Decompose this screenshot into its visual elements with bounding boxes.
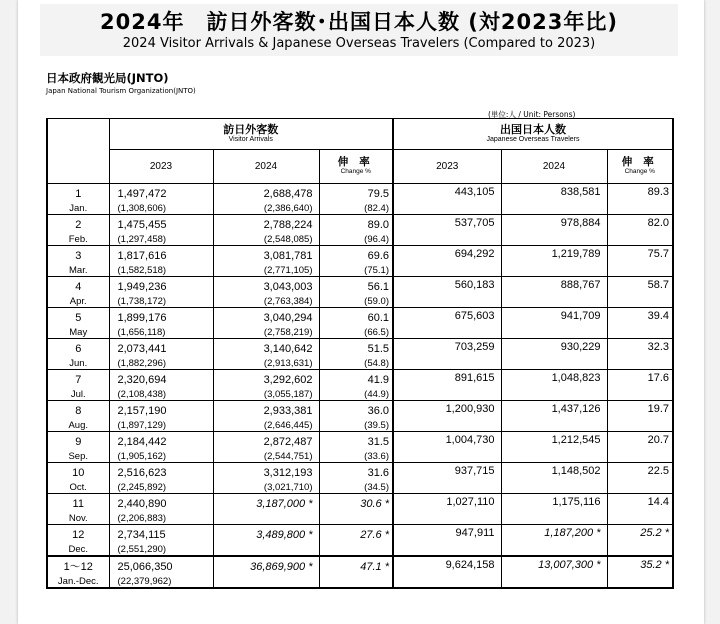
month-cell: 5 [47, 308, 109, 326]
month-en-cell: Jan.-Dec. [47, 574, 109, 588]
travelers-2024-cell: 978,884 [501, 215, 607, 246]
visitors-2024-prev-cell: (2,646,445) [213, 418, 319, 432]
visitors-2023-header: 2023 [109, 150, 213, 184]
visitors-rate-cell: 69.6 [319, 246, 393, 264]
visitors-2023-prev-cell: (2,108,438) [109, 387, 213, 401]
travelers-2024-cell: 1,187,200 * [501, 525, 607, 557]
travelers-2023-cell: 947,911 [393, 525, 501, 557]
travelers-2024-cell: 1,219,789 [501, 246, 607, 277]
travelers-2023-cell: 1,004,730 [393, 432, 501, 463]
visitors-2024-cell: 3,292,602 [213, 370, 319, 388]
visitors-2023-prev-cell: (1,905,162) [109, 449, 213, 463]
visitors-2024-prev-cell: (2,544,751) [213, 449, 319, 463]
visitors-2024-cell: 3,489,800 * [213, 525, 319, 543]
month-cell: 11 [47, 494, 109, 512]
visitors-rate-prev-cell: (82.4) [319, 201, 393, 215]
month-cell: 4 [47, 277, 109, 295]
month-cell: 10 [47, 463, 109, 481]
visitors-rate-prev-cell: (44.9) [319, 387, 393, 401]
travelers-header-en: Japanese Overseas Travelers [486, 136, 580, 143]
table-row [47, 215, 673, 233]
visitors-2024-header: 2024 [213, 150, 319, 184]
travelers-2024-cell: 1,437,126 [501, 401, 607, 432]
month-en-cell: Oct. [47, 480, 109, 494]
month-cell: 2 [47, 215, 109, 233]
visitors-2023-prev-cell: (22,379,962) [109, 574, 213, 588]
travelers-2024-cell: 1,048,823 [501, 370, 607, 401]
travelers-rate-cell: 32.3 [607, 339, 673, 370]
visitors-2023-prev-cell: (1,582,518) [109, 263, 213, 277]
travelers-rate-cell: 75.7 [607, 246, 673, 277]
travelers-group-header [393, 119, 673, 150]
page-subtitle: 2024 Visitor Arrivals & Japanese Overseas Travelers (Compared to 2023) [122, 36, 596, 51]
visitors-2023-prev-cell: (2,206,883) [109, 511, 213, 525]
visitors-rate-prev-cell [319, 574, 393, 588]
travelers-2023-cell: 560,183 [393, 277, 501, 308]
visitors-2023-cell: 2,516,623 [109, 463, 213, 481]
visitors-2024-prev-cell [213, 542, 319, 556]
table-row [47, 401, 673, 419]
table-row [47, 277, 673, 295]
month-en-cell: Aug. [47, 418, 109, 432]
visitors-2023-prev-cell: (1,897,129) [109, 418, 213, 432]
visitors-rate-cell: 31.6 [319, 463, 393, 481]
visitors-2024-prev-cell [213, 511, 319, 525]
table-row [47, 339, 673, 357]
travelers-2024-cell: 930,229 [501, 339, 607, 370]
visitors-2024-cell: 3,040,294 [213, 308, 319, 326]
unit-label: (単位:人 / Unit: Persons) [488, 110, 576, 119]
visitors-rate-prev-cell: (39.5) [319, 418, 393, 432]
visitors-2023-cell: 1,949,236 [109, 277, 213, 295]
travelers-rate-header [607, 150, 673, 184]
travelers-rate-cell: 19.7 [607, 401, 673, 432]
visitors-2023-prev-cell: (1,882,296) [109, 356, 213, 370]
table-row [47, 525, 673, 543]
visitors-2023-cell: 1,475,455 [109, 215, 213, 233]
month-en-cell: Dec. [47, 542, 109, 556]
month-cell: 8 [47, 401, 109, 419]
travelers-2023-cell: 891,615 [393, 370, 501, 401]
travelers-2023-cell: 937,715 [393, 463, 501, 494]
visitors-rate-cell: 79.5 [319, 184, 393, 202]
table-row [47, 463, 673, 481]
visitors-2024-prev-cell: (2,913,631) [213, 356, 319, 370]
visitors-2023-prev-cell: (1,297,458) [109, 232, 213, 246]
visitors-rate-prev-cell: (75.1) [319, 263, 393, 277]
table-row [47, 556, 673, 574]
travelers-2023-cell: 1,027,110 [393, 494, 501, 525]
document-page [18, 0, 704, 624]
table-row [47, 370, 673, 388]
travelers-rate-cell: 89.3 [607, 184, 673, 215]
travelers-rate-cell: 35.2 * [607, 556, 673, 588]
travelers-2024-header: 2024 [501, 150, 607, 184]
visitors-2024-prev-cell: (3,021,710) [213, 480, 319, 494]
page-title: 2024年 訪日外客数･出国日本人数 (対2023年比) [100, 10, 618, 34]
visitors-header-ja: 訪日外客数 [223, 124, 279, 136]
visitors-2023-cell: 2,073,441 [109, 339, 213, 357]
month-en-cell: Mar. [47, 263, 109, 277]
travelers-2023-header: 2023 [393, 150, 501, 184]
travelers-2024-cell: 13,007,300 * [501, 556, 607, 588]
table-row [47, 308, 673, 326]
visitors-2024-cell: 2,788,224 [213, 215, 319, 233]
visitors-2024-cell: 3,081,781 [213, 246, 319, 264]
month-en-cell: Apr. [47, 294, 109, 308]
corner-cell [47, 119, 109, 184]
visitors-2023-prev-cell: (1,656,118) [109, 325, 213, 339]
month-cell: 6 [47, 339, 109, 357]
travelers-2024-cell: 1,148,502 [501, 463, 607, 494]
visitors-rate-header [319, 150, 393, 184]
visitors-2023-cell: 1,899,176 [109, 308, 213, 326]
month-cell: 12 [47, 525, 109, 543]
travelers-2023-cell: 443,105 [393, 184, 501, 215]
visitors-2023-cell: 25,066,350 [109, 556, 213, 574]
visitors-2024-prev-cell: (2,763,384) [213, 294, 319, 308]
visitors-2024-cell: 2,872,487 [213, 432, 319, 450]
visitors-2023-cell: 2,734,115 [109, 525, 213, 543]
travelers-2023-cell: 675,603 [393, 308, 501, 339]
travelers-2023-cell: 694,292 [393, 246, 501, 277]
visitors-2023-prev-cell: (2,245,892) [109, 480, 213, 494]
travelers-rate-cell: 22.5 [607, 463, 673, 494]
visitors-2024-cell: 36,869,900 * [213, 556, 319, 574]
month-cell: 9 [47, 432, 109, 450]
table-row [47, 494, 673, 512]
month-en-cell: Feb. [47, 232, 109, 246]
travelers-2024-cell: 1,212,545 [501, 432, 607, 463]
table-row [47, 432, 673, 450]
month-cell: 1 [47, 184, 109, 202]
organization-name-en: Japan National Tourism Organization(JNTO) [46, 87, 196, 95]
visitors-2024-prev-cell: (2,771,105) [213, 263, 319, 277]
travelers-2024-cell: 888,767 [501, 277, 607, 308]
visitors-2024-cell: 3,043,003 [213, 277, 319, 295]
rate-header-ja: 伸 率 [337, 155, 374, 168]
month-en-cell: Jun. [47, 356, 109, 370]
month-en-cell: Jul. [47, 387, 109, 401]
visitors-rate-cell: 47.1 * [319, 556, 393, 574]
visitors-rate-cell: 41.9 [319, 370, 393, 388]
visitors-rate-prev-cell: (34.5) [319, 480, 393, 494]
visitors-rate-prev-cell: (96.4) [319, 232, 393, 246]
travelers-header-ja: 出国日本人数 [500, 124, 566, 136]
travelers-rate-cell: 58.7 [607, 277, 673, 308]
statistics-table [46, 118, 674, 589]
travelers-rate-cell: 82.0 [607, 215, 673, 246]
travelers-2024-cell: 1,175,116 [501, 494, 607, 525]
visitors-rate-prev-cell: (59.0) [319, 294, 393, 308]
travelers-2023-cell: 9,624,158 [393, 556, 501, 588]
travelers-rate-cell: 20.7 [607, 432, 673, 463]
visitors-rate-cell: 36.0 [319, 401, 393, 419]
visitors-2023-cell: 1,817,616 [109, 246, 213, 264]
visitors-rate-cell: 30.6 * [319, 494, 393, 512]
rate-header-en: Change % [624, 167, 655, 175]
visitors-rate-cell: 56.1 [319, 277, 393, 295]
visitors-rate-prev-cell [319, 511, 393, 525]
travelers-2024-cell: 941,709 [501, 308, 607, 339]
rate-header-en: Change % [340, 167, 371, 175]
travelers-2023-cell: 703,259 [393, 339, 501, 370]
visitors-2024-prev-cell: (3,055,187) [213, 387, 319, 401]
month-en-cell: May [47, 325, 109, 339]
visitors-2024-cell: 2,688,478 [213, 184, 319, 202]
visitors-rate-cell: 60.1 [319, 308, 393, 326]
rate-header-ja: 伸 率 [621, 155, 658, 168]
visitors-2024-prev-cell: (2,548,085) [213, 232, 319, 246]
visitors-2024-prev-cell [213, 574, 319, 588]
travelers-rate-cell: 25.2 * [607, 525, 673, 557]
travelers-2023-cell: 537,705 [393, 215, 501, 246]
visitors-2023-prev-cell: (1,308,606) [109, 201, 213, 215]
table-row [47, 184, 673, 202]
visitors-2024-cell: 2,933,381 [213, 401, 319, 419]
visitors-2023-cell: 2,184,442 [109, 432, 213, 450]
month-cell: 1～12 [47, 556, 109, 574]
travelers-2024-cell: 838,581 [501, 184, 607, 215]
visitors-2023-prev-cell: (2,551,290) [109, 542, 213, 556]
visitors-rate-prev-cell: (33.6) [319, 449, 393, 463]
travelers-rate-cell: 17.6 [607, 370, 673, 401]
visitors-2024-cell: 3,312,193 [213, 463, 319, 481]
travelers-2023-cell: 1,200,930 [393, 401, 501, 432]
visitors-rate-prev-cell [319, 542, 393, 556]
month-en-cell: Jan. [47, 201, 109, 215]
visitors-rate-prev-cell: (54.8) [319, 356, 393, 370]
visitors-2024-cell: 3,140,642 [213, 339, 319, 357]
visitors-2024-prev-cell: (2,386,640) [213, 201, 319, 215]
month-cell: 3 [47, 246, 109, 264]
visitors-2023-cell: 2,157,190 [109, 401, 213, 419]
visitors-2023-cell: 2,440,890 [109, 494, 213, 512]
table-row [47, 246, 673, 264]
visitors-2023-cell: 2,320,694 [109, 370, 213, 388]
visitors-2024-prev-cell: (2,758,219) [213, 325, 319, 339]
travelers-rate-cell: 39.4 [607, 308, 673, 339]
organization-name: 日本政府観光局(JNTO) [46, 71, 169, 85]
visitors-2023-cell: 1,497,472 [109, 184, 213, 202]
travelers-rate-cell: 14.4 [607, 494, 673, 525]
visitors-2023-prev-cell: (1,738,172) [109, 294, 213, 308]
month-cell: 7 [47, 370, 109, 388]
visitors-group-header [109, 119, 393, 150]
visitors-header-en: Visitor Arrivals [228, 136, 273, 143]
visitors-rate-cell: 31.5 [319, 432, 393, 450]
visitors-rate-prev-cell: (66.5) [319, 325, 393, 339]
visitors-rate-cell: 51.5 [319, 339, 393, 357]
month-en-cell: Nov. [47, 511, 109, 525]
visitors-2024-cell: 3,187,000 * [213, 494, 319, 512]
visitors-rate-cell: 27.6 * [319, 525, 393, 543]
month-en-cell: Sep. [47, 449, 109, 463]
visitors-rate-cell: 89.0 [319, 215, 393, 233]
